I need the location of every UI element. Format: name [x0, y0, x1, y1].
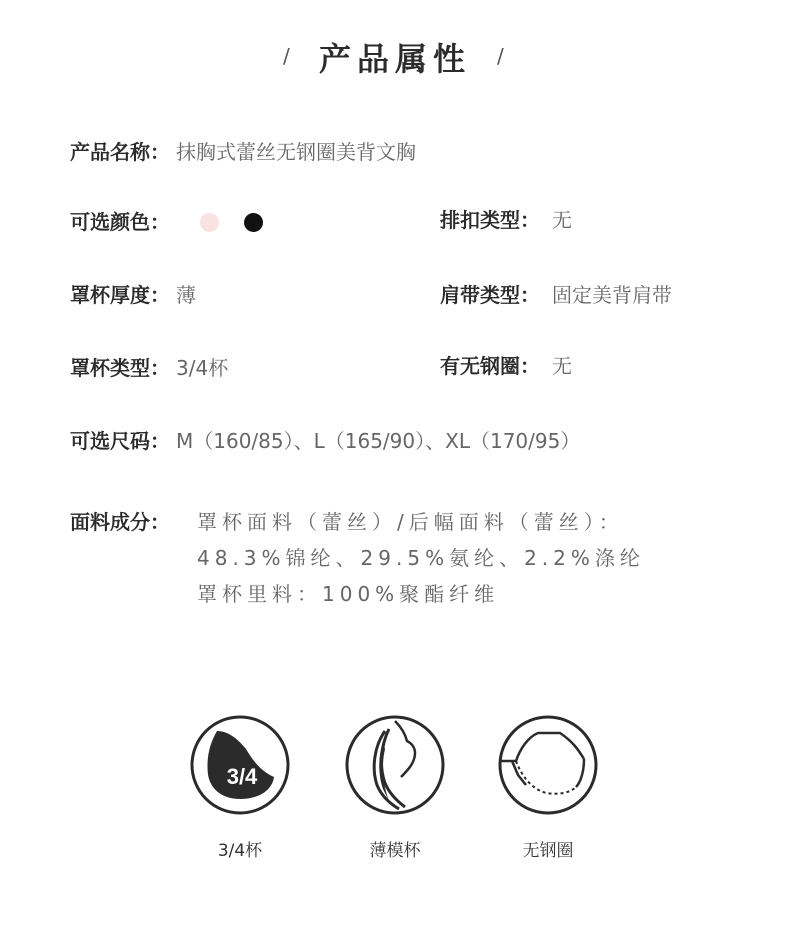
- wire-row: [440, 351, 572, 381]
- title-slash-right: /: [497, 44, 504, 68]
- colors-label: 可选颜色：: [70, 210, 170, 234]
- product-name-row: [70, 137, 416, 167]
- page-title: 产品属性: [318, 40, 471, 78]
- icon-caption-no-wire: 无钢圈: [522, 841, 574, 861]
- colors-row: [70, 207, 263, 237]
- cup-type-value: 3/4杯: [176, 356, 229, 380]
- clasp-row: [440, 205, 572, 235]
- color-swatch-black[interactable]: [244, 213, 263, 232]
- sizes-row: [70, 426, 580, 456]
- title-slash-left: /: [283, 44, 290, 68]
- thin-mold-cup-icon: [345, 715, 445, 815]
- fabric-lines: [197, 507, 645, 615]
- fabric-line-lining: 罩杯里料：100%聚酯纤维: [197, 582, 500, 606]
- fabric-line-composition: 48.3%锦纶、29.5%氨纶、2.2%涤纶: [197, 546, 645, 570]
- product-name-value: 抹胸式蕾丝无钢圈美背文胸: [176, 140, 416, 164]
- cup-type-row: [70, 353, 228, 383]
- icon-caption-cup: 3/4杯: [217, 841, 263, 861]
- section-header: [0, 34, 790, 84]
- wire-value: 无: [552, 354, 572, 378]
- strap-value: 固定美背肩带: [552, 283, 672, 307]
- wire-label: 有无钢圈：: [440, 354, 540, 378]
- sizes-label: 可选尺码：: [70, 429, 170, 453]
- thickness-row: [70, 280, 196, 310]
- clasp-value: 无: [552, 208, 572, 232]
- thickness-value: 薄: [176, 283, 196, 307]
- strap-label: 肩带类型：: [440, 283, 540, 307]
- clasp-label: 排扣类型：: [440, 208, 540, 232]
- thickness-label: 罩杯厚度：: [70, 283, 170, 307]
- icon-caption-thin-cup: 薄模杯: [369, 841, 421, 861]
- cup-badge: 3/4: [226, 764, 258, 789]
- fabric-line-shell: 罩杯面料（蕾丝）/后幅面料（蕾丝）：: [197, 510, 624, 534]
- sizes-value: M（160/85）、L（165/90）、XL（170/95）: [176, 429, 581, 453]
- color-swatch-pink[interactable]: [200, 213, 219, 232]
- strap-row: [440, 280, 672, 310]
- cup-type-label: 罩杯类型：: [70, 356, 170, 380]
- product-name-label: 产品名称：: [70, 140, 170, 164]
- no-underwire-icon: [498, 715, 598, 815]
- three-quarter-cup-icon: [190, 715, 290, 815]
- fabric-label: 面料成分：: [70, 510, 170, 534]
